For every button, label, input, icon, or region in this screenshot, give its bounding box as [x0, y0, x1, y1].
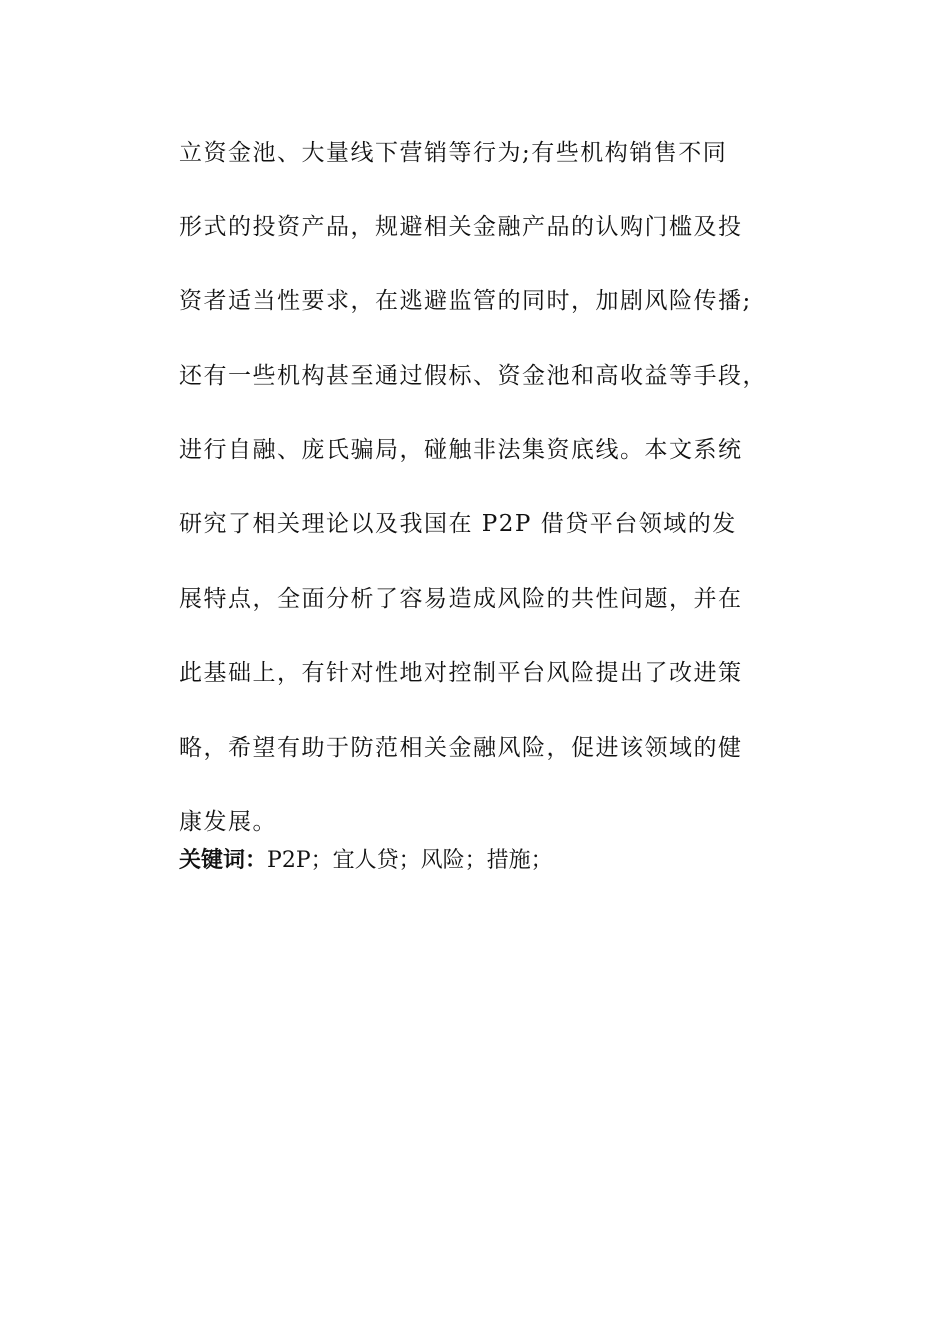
abstract-line-6: 研究了相关理论以及我国在 P2P 借贷平台领域的发: [179, 511, 737, 537]
abstract-line-2: 形式的投资产品，规避相关金融产品的认购门槛及投: [179, 214, 743, 240]
keywords-value: P2P；宜人贷；风险；措施；: [267, 848, 553, 873]
abstract-line-3: 资者适当性要求，在逃避监管的同时，加剧风险传播;: [179, 288, 752, 314]
abstract-line-1: 立资金池、大量线下营销等行为;有些机构销售不同: [179, 140, 728, 166]
abstract-line-9: 略，希望有助于防范相关金融风险，促进该领域的健: [179, 735, 743, 761]
abstract-line-10: 康发展。: [179, 809, 277, 835]
keywords-row: [179, 846, 553, 876]
keywords-label: 关键词：: [179, 848, 268, 873]
abstract-line-7: 展特点，全面分析了容易造成风险的共性问题，并在: [179, 586, 743, 612]
abstract-line-8: 此基础上，有针对性地对控制平台风险提出了改进策: [179, 660, 743, 686]
abstract-line-5: 进行自融、庞氏骗局，碰触非法集资底线。本文系统: [179, 437, 743, 463]
abstract-line-4: 还有一些机构甚至通过假标、资金池和高收益等手段，: [179, 363, 767, 389]
